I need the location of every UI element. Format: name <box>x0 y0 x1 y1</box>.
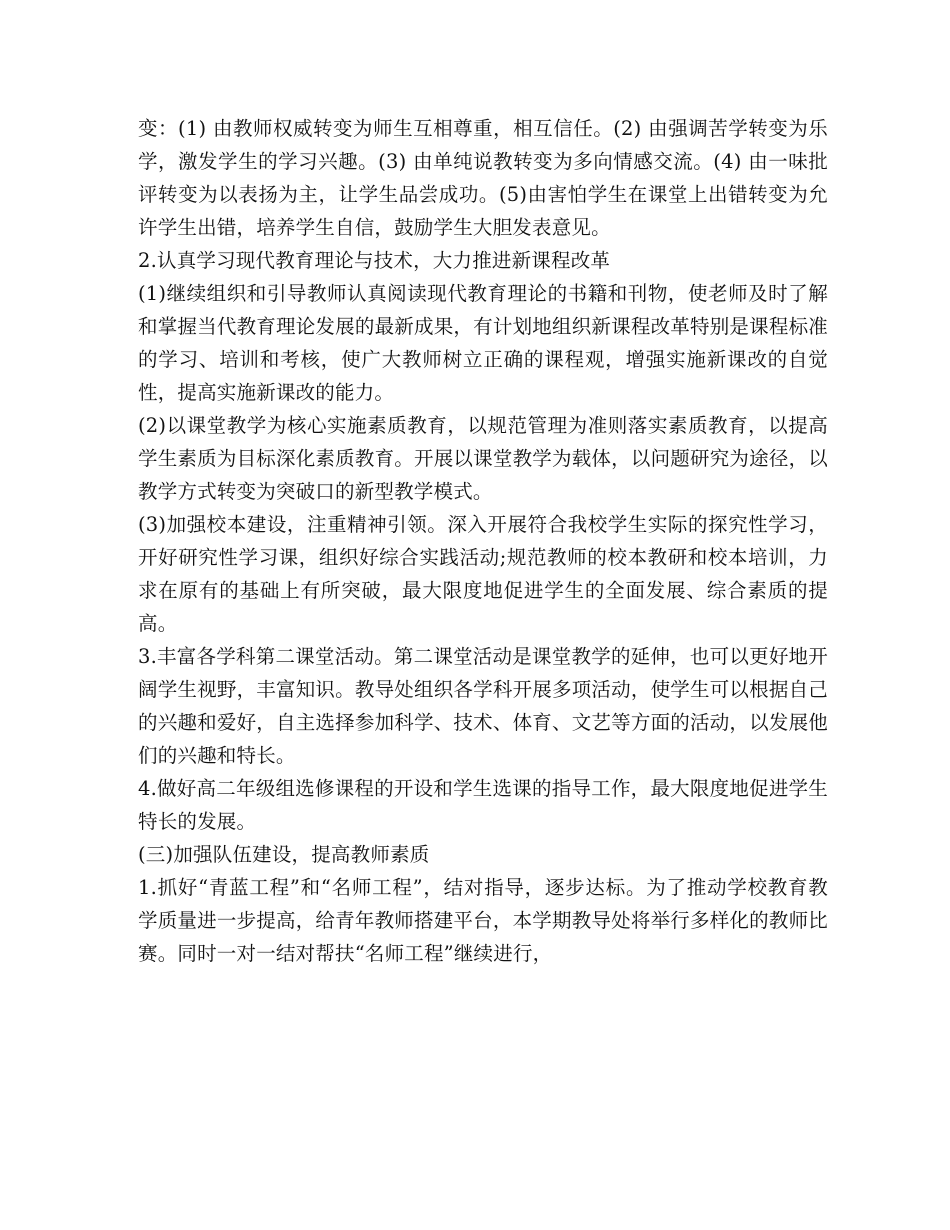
paragraph-item-1: (1)继续组织和引导教师认真阅读现代教育理论的书籍和刊物，使老师及时了解和掌握当代教育理论发展的最新成果，有计划地组织新课程改革特别是课程标准的学习、培训和考核，使广大教师树立正确的课程观，增强实施新课改的自觉性，提高实施新课改的能力。 <box>138 282 828 404</box>
heading-team-building: (三)加强队伍建设，提高教师素质 <box>138 843 430 866</box>
paragraph-second-classroom: 3.丰富各学科第二课堂活动。第二课堂活动是课堂教学的延伸，也可以更好地开阔学生视野，丰富知识。教导处组织各学科开展多项活动，使学生可以根据自己的兴趣和爱好，自主选择参加科学、技术、体育、文艺等方面的活动，以发展他们的兴趣和特长。 <box>138 645 828 767</box>
paragraph-role-change: 变：(1) 由教师权威转变为师生互相尊重，相互信任。(2) 由强调苦学转变为乐学，激发学生的学习兴趣。(3) 由单纯说教转变为多向情感交流。(4) 由一味批评转变为以表扬为主，让学生品尝成功。(5)由害怕学生在课堂上出错转变为允许学生出错，培养学生自信，鼓励学生大胆发表意见。 <box>138 117 828 239</box>
document-body <box>138 112 828 970</box>
paragraph-item-2: (2)以课堂教学为核心实施素质教育，以规范管理为准则落实素质教育，以提高学生素质为目标深化素质教育。开展以课堂教学为载体，以问题研究为途径，以教学方式转变为突破口的新型教学模式。 <box>138 414 828 503</box>
heading-modern-theory: 2.认真学习现代教育理论与技术，大力推进新课程改革 <box>138 249 611 272</box>
paragraph-item-3: (3)加强校本建设，注重精神引领。深入开展符合我校学生实际的探究性学习，开好研究性学习课，组织好综合实践活动;规范教师的校本教研和校本培训，力求在原有的基础上有所突破，最大限度地促进学生的全面发展、综合素质的提高。 <box>138 513 828 635</box>
paragraph-elective-courses: 4.做好高二年级组选修课程的开设和学生选课的指导工作，最大限度地促进学生特长的发展。 <box>138 777 828 833</box>
paragraph-blue-project: 1.抓好“青蓝工程”和“名师工程”，结对指导，逐步达标。为了推动学校教育教学质量进一步提高，给青年教师搭建平台，本学期教导处将举行多样化的教师比赛。同时一对一结对帮扶“名师工程”继续进行， <box>138 876 828 965</box>
